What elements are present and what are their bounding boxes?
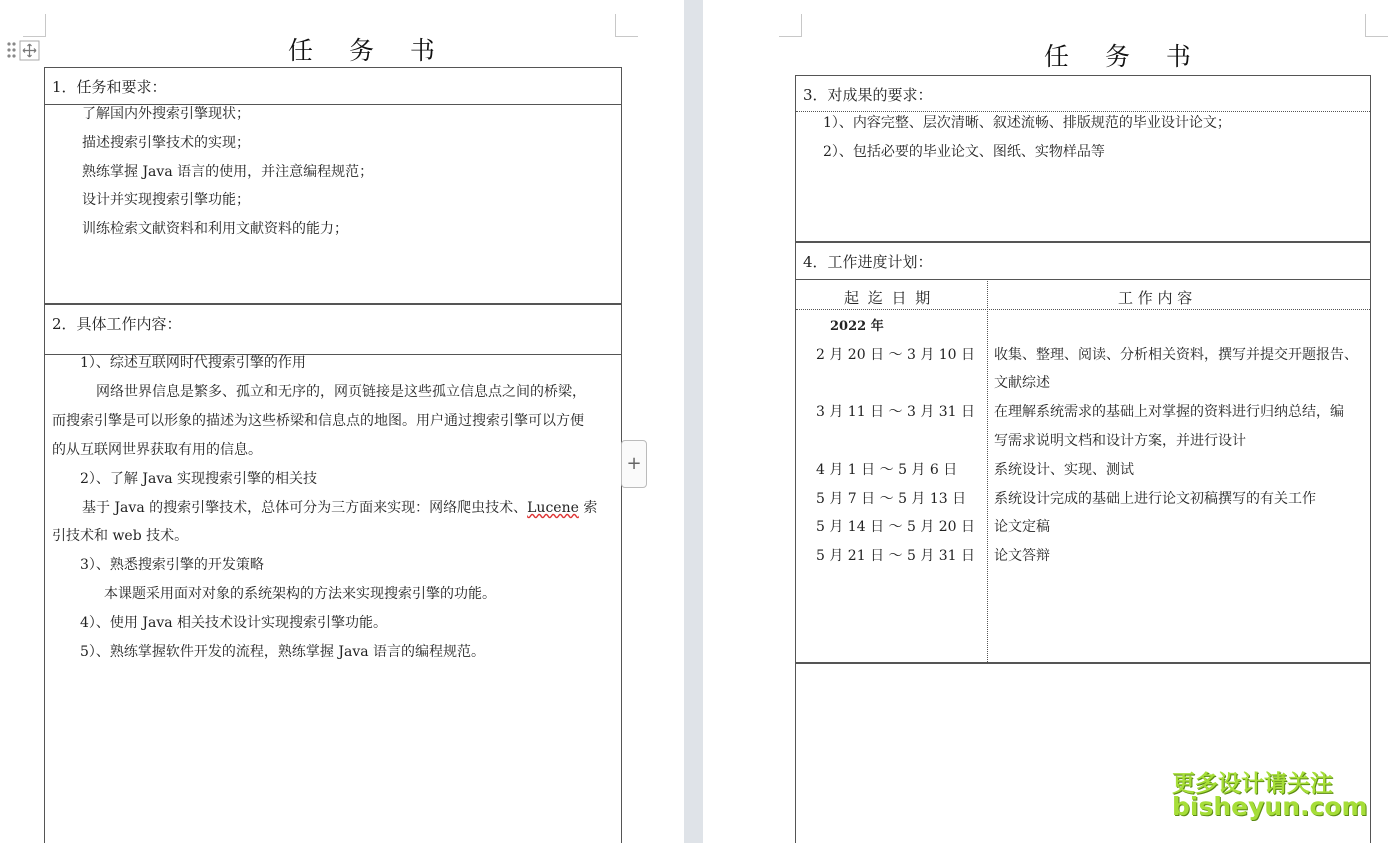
schedule-content: 论文定稿 [994, 519, 1050, 535]
schedule-date: 3 月 11 日 ～ 3 月 31 日 [816, 404, 976, 420]
schedule-content: 系统设计、实现、测试 [994, 462, 1134, 478]
table-divider [796, 111, 1370, 112]
list-item: 1）、内容完整、层次清晰、叙述流畅、排版规范的毕业设计论文； [823, 115, 1231, 131]
list-item: 设计并实现搜索引擎功能； [82, 192, 250, 208]
table-move-handle[interactable] [6, 40, 40, 62]
table-divider [796, 309, 1370, 310]
document-page-left [0, 0, 684, 843]
list-item: 了解国内外搜索引擎现状； [82, 106, 250, 122]
paragraph-line [82, 498, 597, 518]
paragraph-line: 5）、熟练掌握软件开发的流程，熟练掌握 Java 语言的编程规范。 [80, 644, 486, 660]
schedule-content: 论文答辩 [994, 548, 1050, 564]
section-heading: 3．对成果的要求： [803, 86, 933, 104]
schedule-content: 写需求说明文档和设计方案，并进行设计 [994, 433, 1246, 449]
table-divider [45, 303, 621, 305]
page-corner-mark [615, 14, 638, 37]
column-header-content: 工 作 内 容 [1118, 289, 1193, 307]
paragraph-line: 2）、了解 Java 实现搜索引擎的相关技 [80, 471, 318, 487]
schedule-date: 5 月 7 日 ～ 5 月 13 日 [816, 491, 967, 507]
paragraph-line: 引技术和 web 技术。 [52, 528, 189, 544]
page-corner-mark [23, 14, 46, 37]
add-row-button[interactable] [621, 440, 647, 488]
task-table [795, 75, 1371, 843]
plus-icon: + [626, 453, 642, 474]
paragraph-line: 1）、综述互联网时代搜索引擎的作用 [80, 355, 306, 371]
schedule-date: 5 月 14 日 ～ 5 月 20 日 [816, 519, 976, 535]
paragraph-line: 而搜索引擎是可以形象的描述为这些桥梁和信息点的地图。用户通过搜索引擎可以方便 [52, 413, 584, 429]
section-heading: 1．任务和要求： [52, 78, 167, 96]
paragraph-line: 网络世界信息是繁多、孤立和无序的，网页链接是这些孤立信息点之间的桥梁， [96, 384, 586, 400]
list-item: 2）、包括必要的毕业论文、图纸、实物样品等 [823, 144, 1105, 160]
watermark-url: bisheyun.com [1172, 792, 1368, 821]
section-heading: 4．工作进度计划： [803, 253, 933, 271]
drag-handle-icon [6, 40, 40, 62]
schedule-year: 2022 年 [830, 319, 884, 334]
schedule-content: 文献综述 [994, 375, 1050, 391]
table-divider [796, 662, 1370, 664]
schedule-content: 收集、整理、阅读、分析相关资料，撰写并提交开题报告、 [994, 347, 1358, 363]
schedule-date: 4 月 1 日 ～ 5 月 6 日 [816, 462, 958, 478]
schedule-date: 2 月 20 日 ～ 3 月 10 日 [816, 347, 976, 363]
spellcheck-word[interactable]: Lucene [527, 500, 579, 516]
schedule-content: 在理解系统需求的基础上对掌握的资料进行归纳总结，编 [994, 404, 1344, 420]
list-item: 训练检索文献资料和利用文献资料的能力； [82, 221, 348, 237]
page-corner-mark [779, 14, 802, 37]
page-corner-mark [1365, 14, 1388, 37]
paragraph-text: 基于 Java 的搜索引擎技术，总体可分为三方面来实现：网络爬虫技术、 [82, 500, 528, 516]
document-page-right [703, 0, 1400, 843]
table-divider [796, 279, 1370, 280]
paragraph-line: 4）、使用 Java 相关技术设计实现搜索引擎功能。 [80, 615, 388, 631]
column-header-date: 起 迄 日 期 [844, 289, 933, 307]
page-gutter [684, 0, 703, 843]
page-title: 任 务 书 [288, 36, 449, 65]
paragraph-line: 本课题采用面对对象的系统架构的方法来实现搜索引擎的功能。 [104, 586, 496, 602]
paragraph-line: 3）、熟悉搜索引擎的开发策略 [80, 557, 264, 573]
schedule-content: 系统设计完成的基础上进行论文初稿撰写的有关工作 [994, 491, 1316, 507]
column-divider [987, 279, 988, 662]
table-divider [796, 241, 1370, 243]
watermark-text: 更多设计请关注 [1172, 771, 1333, 797]
page-title: 任 务 书 [1044, 42, 1205, 71]
list-item: 描述搜索引擎技术的实现； [82, 135, 250, 151]
paragraph-text: 索 [578, 500, 598, 516]
section-heading: 2．具体工作内容： [52, 315, 182, 333]
schedule-date: 5 月 21 日 ～ 5 月 31 日 [816, 548, 976, 564]
paragraph-line: 的从互联网世界获取有用的信息。 [52, 442, 262, 458]
list-item: 熟练掌握 Java 语言的使用，并注意编程规范； [82, 164, 374, 180]
